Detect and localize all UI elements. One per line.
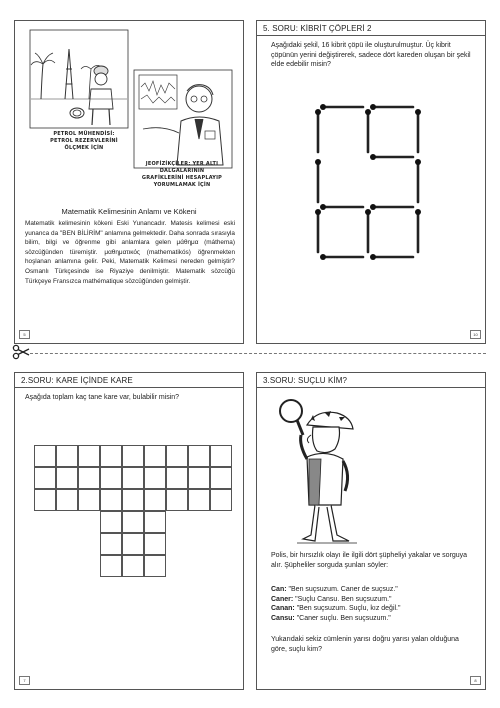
grid-square: [122, 489, 144, 511]
grid-square: [210, 467, 232, 489]
grid-square: [122, 555, 144, 577]
caption-line: GRAFİKLERİNİ HESAPLAYIP: [141, 175, 223, 181]
page-number: 8: [470, 676, 481, 685]
grid-square: [144, 489, 166, 511]
suspect-name: Canan:: [271, 605, 295, 612]
grid-square: [166, 467, 188, 489]
suspect-name: Caner:: [271, 595, 294, 603]
geophysicist-caption: [127, 161, 237, 189]
grid-square: [210, 489, 232, 511]
card-squares-puzzle: [14, 372, 244, 690]
statement-text: "Ben suçsuzum. Suçlu, kız değil.": [296, 605, 401, 612]
suspect-name: Cansu:: [271, 614, 295, 622]
statement: [271, 614, 475, 624]
grid-square: [144, 467, 166, 489]
caption-line: PETROL REZERVLERİNİ: [50, 138, 118, 144]
statement-text: "Caner suçlu. Ben suçsuzum.": [296, 614, 391, 622]
grid-square: [122, 467, 144, 489]
grid-square: [56, 489, 78, 511]
caption-line: DALGALARININ: [159, 168, 205, 174]
grid-square: [100, 511, 122, 533]
matchstick-head: [365, 109, 371, 115]
grid-square: [100, 533, 122, 555]
grid-square: [34, 467, 56, 489]
article-title: Matematik Kelimesinin Anlamı ve Kökeni: [61, 207, 197, 216]
grid-square: [100, 489, 122, 511]
matchstick-head: [315, 159, 321, 165]
card-title: 2.SORU: KARE İÇİNDE KARE: [21, 376, 133, 385]
grid-square: [188, 467, 210, 489]
caption-line: JEOFİZİKÇİLER: YER ALTI: [145, 161, 219, 167]
geophysicist-illustration: [133, 69, 233, 169]
matchstick-head: [415, 209, 421, 215]
matchstick-figure: [313, 103, 423, 271]
page-number: 7: [19, 676, 30, 685]
article-body: Matematik kelimesinin kökeni Eski Yunancadır. Matesis kelimesi eski yunanca da "BEN BİLİRİM" anlamına gelmektedir. Daha sonrada sırasıyla bilim, bilgi ve öğrenme gibi anlamlara gelen μάθημα (máthema) sözcüğünden türemiştir. μαθηματικός (mathematikós) öğrenmekten hoşlanan anlamına gelir. Peki, Matematik Kelimesi nereden gelmiştir? Osmanlı Türkçesinde ise Riyaziye denilmiştir. Matematik sözcüğü Türkçeye Fransızca mathématique sözcüğünden gelmiştir.: [25, 220, 235, 285]
square-grid-figure: [34, 445, 234, 585]
grid-square: [100, 445, 122, 467]
grid-square: [78, 467, 100, 489]
closing-question: Yukarıdaki sekiz cümlenin yarısı doğru yarısı yalan olduğuna göre, suçlu kim?: [271, 636, 459, 653]
engineer-caption: [39, 131, 129, 152]
matchstick-head: [370, 154, 376, 160]
caption-line: ÖLÇMEK İÇİN: [64, 145, 104, 151]
grid-square: [78, 445, 100, 467]
cut-line: [30, 353, 486, 354]
matchstick-head: [370, 254, 376, 260]
grid-square: [144, 445, 166, 467]
grid-square: [166, 445, 188, 467]
question-text: Aşağıda toplam kaç tane kare var, bulabilir misin?: [25, 394, 180, 401]
matchstick-head: [320, 104, 326, 110]
card-who-is-guilty: [256, 372, 486, 690]
statement-list: [271, 585, 475, 623]
grid-square: [34, 489, 56, 511]
grid-square: [34, 445, 56, 467]
caption-line: PETROL MÜHENDİSİ:: [53, 131, 115, 137]
statement-text: "Suçlu Cansu. Ben suçsuzum.": [295, 595, 392, 603]
card-matchsticks: [256, 20, 486, 344]
matchstick-head: [320, 254, 326, 260]
title-divider: [15, 387, 243, 388]
page-number: 10: [470, 330, 481, 339]
grid-square: [78, 489, 100, 511]
scissors-icon: [12, 344, 30, 360]
page-number: 5: [19, 330, 30, 339]
statement: [271, 595, 475, 605]
grid-square: [188, 445, 210, 467]
title-divider: [257, 35, 485, 36]
caption-line: YORUMLAMAK İÇİN: [153, 182, 211, 188]
grid-square: [100, 555, 122, 577]
suspect-name: Can:: [271, 586, 287, 593]
matchstick-head: [370, 104, 376, 110]
grid-square: [144, 533, 166, 555]
matchstick-head: [415, 109, 421, 115]
grid-square: [144, 555, 166, 577]
matchstick-head: [315, 109, 321, 115]
grid-square: [144, 511, 166, 533]
grid-square: [210, 445, 232, 467]
question-text: Aşağıdaki şekil, 16 kibrit çöpü ile oluşturulmuştur. Üç kibrit çöpünün yerini değiştirerek, sadece dört kareden oluşan bir şekil elde edebilir misin?: [271, 42, 471, 68]
statement-text: "Ben suçsuzum. Caner de suçsuz.": [288, 586, 398, 593]
grid-square: [122, 445, 144, 467]
card-title: 5. SORU: KİBRİT ÇÖPLERİ 2: [263, 24, 372, 33]
grid-square: [56, 445, 78, 467]
card-title: 3.SORU: SUÇLU KİM?: [263, 376, 348, 385]
detective-illustration: [267, 395, 367, 547]
matchstick-head: [320, 204, 326, 210]
matchstick-head: [415, 159, 421, 165]
grid-square: [188, 489, 210, 511]
grid-square: [166, 489, 188, 511]
matchstick-head: [365, 209, 371, 215]
petroleum-engineer-illustration: [29, 29, 129, 129]
grid-square: [56, 467, 78, 489]
story-intro: Polis, bir hırsızlık olayı ile ilgili dört şüpheliyi yakalar ve sorguya alır. Şüpheliler sorguda şunları söyler:: [271, 552, 468, 569]
grid-square: [122, 511, 144, 533]
grid-square: [122, 533, 144, 555]
statement: [271, 604, 475, 614]
matchstick-head: [315, 209, 321, 215]
grid-square: [100, 467, 122, 489]
title-divider: [257, 387, 485, 388]
statement: [271, 585, 475, 595]
card-math-word-origin: [14, 20, 244, 344]
matchstick-head: [370, 204, 376, 210]
